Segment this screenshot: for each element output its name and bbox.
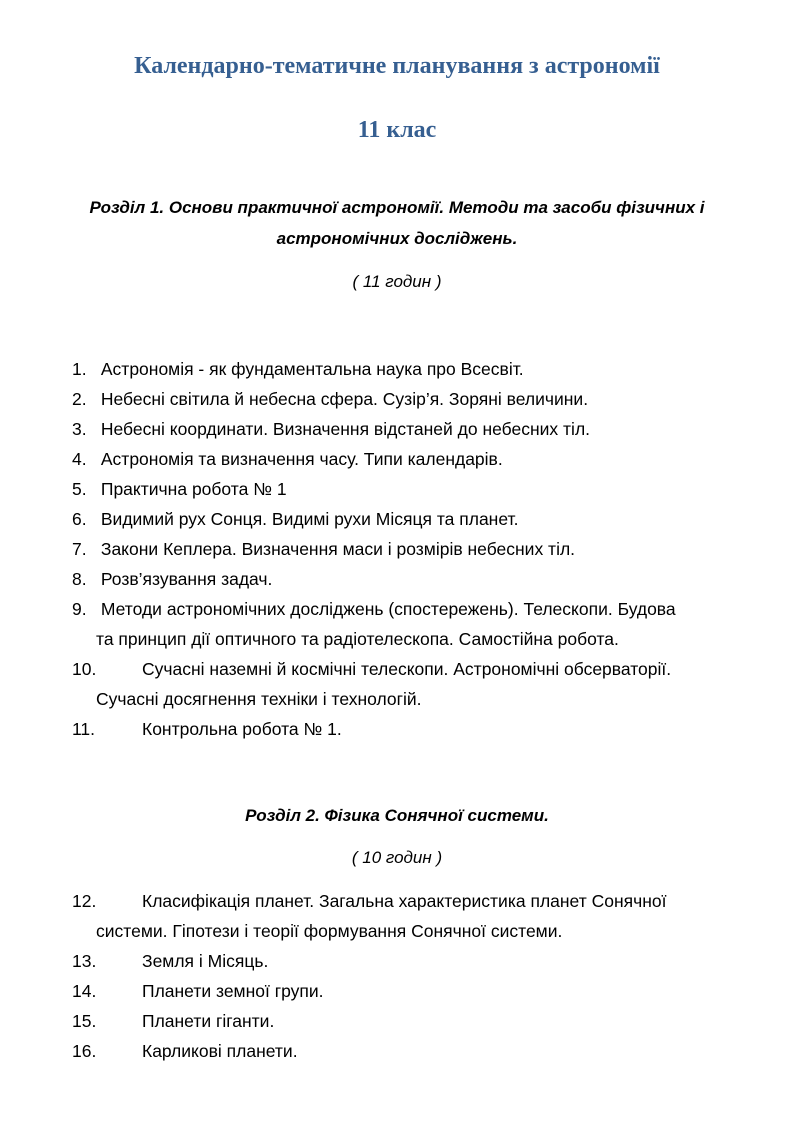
item-text: Розв’язування задач. (100, 569, 273, 589)
item-text: Карликові планети. (142, 1041, 298, 1061)
item-text: Земля і Місяць. (142, 951, 269, 971)
item-text: Астрономія - як фундаментальна наука про Всесвіт. (100, 359, 524, 379)
item-text-continued: системи. Гіпотези і теорії формування Сонячної системи. (96, 921, 563, 941)
section1-heading (40, 192, 754, 254)
document-title: Календарно-тематичне планування з астрономії (134, 53, 660, 79)
section1-heading-line2: астрономічних досліджень. (276, 229, 518, 248)
list-item (72, 1006, 762, 1036)
item-text: Класифікація планет. Загальна характеристика планет Сонячної (142, 891, 667, 911)
item-number: 5. (72, 479, 87, 499)
list-item (72, 504, 762, 534)
item-number: 2. (72, 389, 87, 409)
item-number: 1. (72, 359, 87, 379)
item-text: Небесні світила й небесна сфера. Сузір’я. Зоряні величини. (100, 389, 589, 409)
item-number: 7. (72, 539, 87, 559)
list-item (72, 384, 762, 414)
section2-hours: ( 10 годин ) (351, 848, 443, 867)
section1-hours: ( 11 годин ) (352, 272, 442, 291)
item-number: 6. (72, 509, 87, 529)
item-text: Планети гіганти. (142, 1011, 275, 1031)
item-text-continued: та принцип дії оптичного та радіотелескопа. Самостійна робота. (96, 629, 619, 649)
list-item (72, 886, 762, 946)
list-item (72, 474, 762, 504)
list-item (72, 946, 762, 976)
item-number: 15. (72, 1011, 97, 1031)
item-text: Небесні координати. Визначення відстаней до небесних тіл. (100, 419, 591, 439)
document-grade: 11 клас (357, 117, 437, 143)
item-number: 4. (72, 449, 87, 469)
item-number: 11. (72, 719, 96, 739)
list-item (72, 444, 762, 474)
list-item (72, 354, 762, 384)
list-item (72, 534, 762, 564)
item-number: 14. (72, 981, 97, 1001)
section1-heading-line1: Розділ 1. Основи практичної астрономії. Методи та засоби фізичних і (89, 198, 705, 217)
item-text: Видимий рух Сонця. Видимі рухи Місяця та планет. (100, 509, 519, 529)
item-text: Контрольна робота № 1. (142, 719, 342, 739)
list-item (72, 714, 762, 744)
list-item (72, 414, 762, 444)
item-text: Закони Кеплера. Визначення маси і розмірів небесних тіл. (100, 539, 576, 559)
item-text: Сучасні наземні й космічні телескопи. Астрономічні обсерваторії. (142, 659, 672, 679)
item-number: 3. (72, 419, 87, 439)
list-item (72, 1036, 762, 1066)
item-text: Астрономія та визначення часу. Типи календарів. (100, 449, 503, 469)
item-text: Методи астрономічних досліджень (спостережень). Телескопи. Будова (100, 599, 676, 619)
item-number: 16. (72, 1041, 97, 1061)
list-item (72, 976, 762, 1006)
item-number: 10. (72, 659, 97, 679)
item-number: 8. (72, 569, 87, 589)
section2-heading: Розділ 2. Фізика Сонячної системи. (245, 806, 549, 825)
item-number: 13. (72, 951, 97, 971)
item-number: 9. (72, 599, 87, 619)
list-item (72, 594, 762, 654)
item-text-continued: Сучасні досягнення техніки і технологій. (96, 689, 422, 709)
item-number: 12. (72, 891, 97, 911)
list-item (72, 654, 762, 714)
list-item (72, 564, 762, 594)
item-text: Практична робота № 1 (100, 479, 287, 499)
item-text: Планети земної групи. (142, 981, 324, 1001)
